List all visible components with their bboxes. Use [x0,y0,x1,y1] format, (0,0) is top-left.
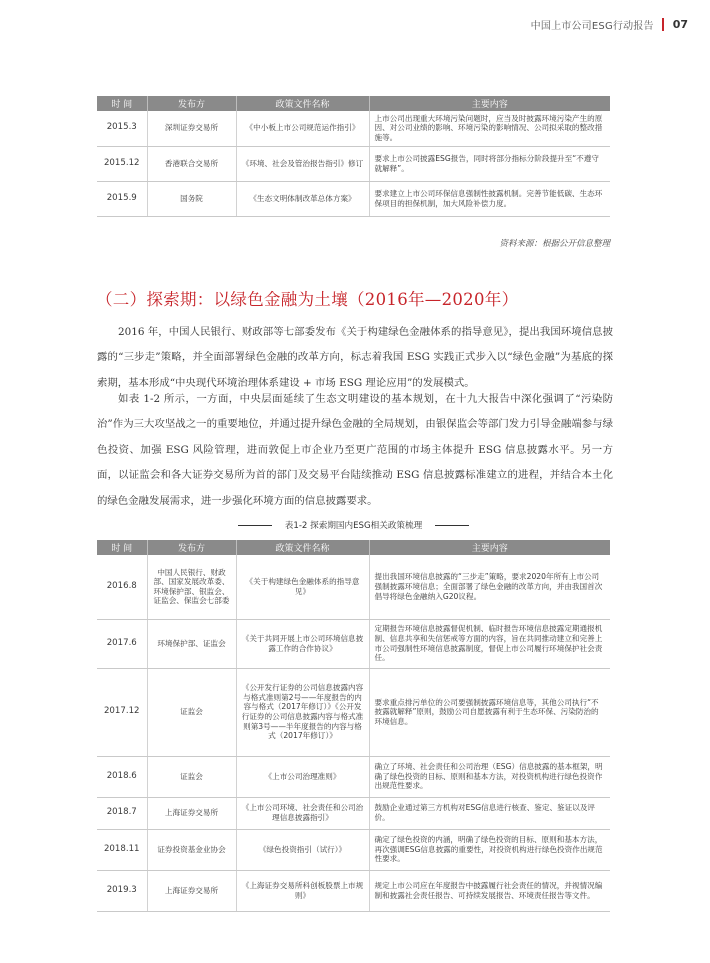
column-header-time: 时 间 [97,96,147,111]
policy-table-2 [97,540,610,912]
cell-time: 2018.6 [97,756,147,797]
table-header-row [97,540,610,555]
cell-time: 2017.12 [97,668,147,756]
table-row [97,829,610,870]
page-header [531,14,688,34]
cell-content: 确定了绿色投资的内涵，明确了绿色投资的目标、原则和基本方法，再次强调ESG信息披露的重要性，对投资机构进行绿色投资作出规范性要求。 [369,829,610,870]
cell-issuer: 上海证券交易所 [147,797,236,829]
cell-content: 要求上市公司披露ESG报告，同时将部分指标分阶段提升至“不遵守就解释”。 [369,146,610,181]
cell-document: 《上市公司治理准则》 [236,756,369,797]
table-header-row [97,96,610,111]
cell-issuer: 香港联合交易所 [147,146,236,181]
cell-content: 要求重点排污单位的公司要强制披露环境信息等，其他公司执行“不披露就解释”原则，鼓励公司自愿披露有利于生态环保、污染防治的环境信息。 [369,668,610,756]
cell-document: 《上海证券交易所科创板股票上市规则》 [236,870,369,911]
header-divider [662,18,664,31]
cell-document: 《中小板上市公司规范运作指引》 [236,111,369,146]
cell-content: 规定上市公司应在年度报告中披露履行社会责任的情况，并视情况编制和披露社会责任报告、可持续发展报告、环境责任报告等文件。 [369,870,610,911]
table-row [97,668,610,756]
policy-table-1 [97,96,610,217]
page-number: 07 [672,17,688,31]
table-row [97,111,610,146]
cell-content: 确立了环境、社会责任和公司治理（ESG）信息披露的基本框架，明确了绿色投资的目标、原则和基本方法，对投资机构进行绿色投资作出规范性要求。 [369,756,610,797]
body-paragraph-2: 如表 1-2 所示，一方面，中央层面延续了生态文明建设的基本规划，在十九大报告中深化强调了“污染防治”作为三大攻坚战之一的重要地位，并通过提升绿色金融的全局规划，由银保监会等部门发力引导金融端参与绿色投资、加强 ESG 风险管理，进而敦促上市企业乃至更广范围的市场主体提升 ESG 信息披露水平。另一方面，以证监会和各大证券交易所为首的部门及交易平台陆续推动 ESG 信息披露标准建立的进程，并结合本土化的绿色金融发展需求，进一步强化环境方面的信息披露要求。 [97,393,613,507]
cell-document: 《关于构建绿色金融体系的指导意见》 [236,555,369,619]
cell-time: 2019.3 [97,870,147,911]
column-header-content: 主要内容 [369,96,610,111]
cell-content: 上市公司出现重大环境污染问题时，应当及时披露环境污染产生的原因、对公司业绩的影响、环境污染的影响情况、公司拟采取的整改措施等。 [369,111,610,146]
table-row [97,181,610,216]
table-row [97,555,610,619]
section-heading: （二）探索期：以绿色金融为土壤（2016年—2020年） [96,290,519,309]
cell-issuer: 国务院 [147,181,236,216]
cell-time: 2017.6 [97,619,147,668]
cell-issuer: 深圳证券交易所 [147,111,236,146]
caption-rule-right [435,525,469,526]
cell-document: 《关于共同开展上市公司环境信息披露工作的合作协议》 [236,619,369,668]
cell-issuer: 证券投资基金业协会 [147,829,236,870]
cell-issuer: 证监会 [147,668,236,756]
caption-text: 表1-2 探索期国内ESG相关政策梳理 [284,521,423,531]
cell-document: 《公开发行证券的公司信息披露内容与格式准则第2号——年度报告的内容与格式（2017年修订）》《公开发行证券的公司信息披露内容与格式准则第3号——半年度报告的内容与格式（2017年修订）》 [236,668,369,756]
column-header-time: 时 间 [97,540,147,555]
table-row [97,797,610,829]
caption-rule-left [238,525,272,526]
cell-content: 鼓励企业通过第三方机构对ESG信息进行核查、鉴定、鉴证以及评价。 [369,797,610,829]
cell-issuer: 中国人民银行、财政部、国家发展改革委、环境保护部、银监会、证监会、保监会七部委 [147,555,236,619]
column-header-issuer: 发布方 [147,540,236,555]
table-caption [97,519,610,531]
cell-document: 《环境、社会及管治报告指引》修订 [236,146,369,181]
table-row [97,146,610,181]
column-header-issuer: 发布方 [147,96,236,111]
column-header-content: 主要内容 [369,540,610,555]
cell-document: 《上市公司环境、社会责任和公司治理信息披露指引》 [236,797,369,829]
cell-issuer: 上海证券交易所 [147,870,236,911]
table-row [97,619,610,668]
cell-issuer: 证监会 [147,756,236,797]
cell-document: 《绿色投资指引（试行）》 [236,829,369,870]
cell-time: 2018.11 [97,829,147,870]
body-paragraph-1: 2016 年，中国人民银行、财政部等七部委发布《关于构建绿色金融体系的指导意见》，提出我国环境信息披露的“三步走”策略，并全面部署绿色金融的改革方向，标志着我国 ESG 实践正式步入以“绿色金融”为基底的探索期，基本形成“中央现代环境治理体系建设 + 市场 ESG 理论应用”的发展模式。 [97,326,613,389]
column-header-document: 政策文件名称 [236,96,369,111]
table-row [97,870,610,911]
cell-content: 要求建立上市公司环保信息强制性披露机制。完善节能低碳、生态环保项目的担保机制，加大风险补偿力度。 [369,181,610,216]
cell-content: 定期报告环境信息披露督促机制、临时报告环境信息披露定期通报机制、信息共享和失信惩戒等方面的内容，旨在共同推动建立和完善上市公司强制性环境信息披露制度，督促上市公司履行环境保护社会责任。 [369,619,610,668]
cell-time: 2015.12 [97,146,147,181]
cell-document: 《生态文明体制改革总体方案》 [236,181,369,216]
source-note: 资料来源：根据公开信息整理 [499,239,610,249]
cell-time: 2016.8 [97,555,147,619]
column-header-document: 政策文件名称 [236,540,369,555]
table-row [97,756,610,797]
cell-issuer: 环境保护部、证监会 [147,619,236,668]
header-title: 中国上市公司ESG行动报告 [530,20,654,32]
cell-time: 2015.9 [97,181,147,216]
cell-time: 2018.7 [97,797,147,829]
cell-time: 2015.3 [97,111,147,146]
cell-content: 提出我国环境信息披露的“三步走”策略，要求2020年所有上市公司强制披露环境信息；全面部署了绿色金融的改革方向，并由我国首次倡导将绿色金融纳入G20议程。 [369,555,610,619]
